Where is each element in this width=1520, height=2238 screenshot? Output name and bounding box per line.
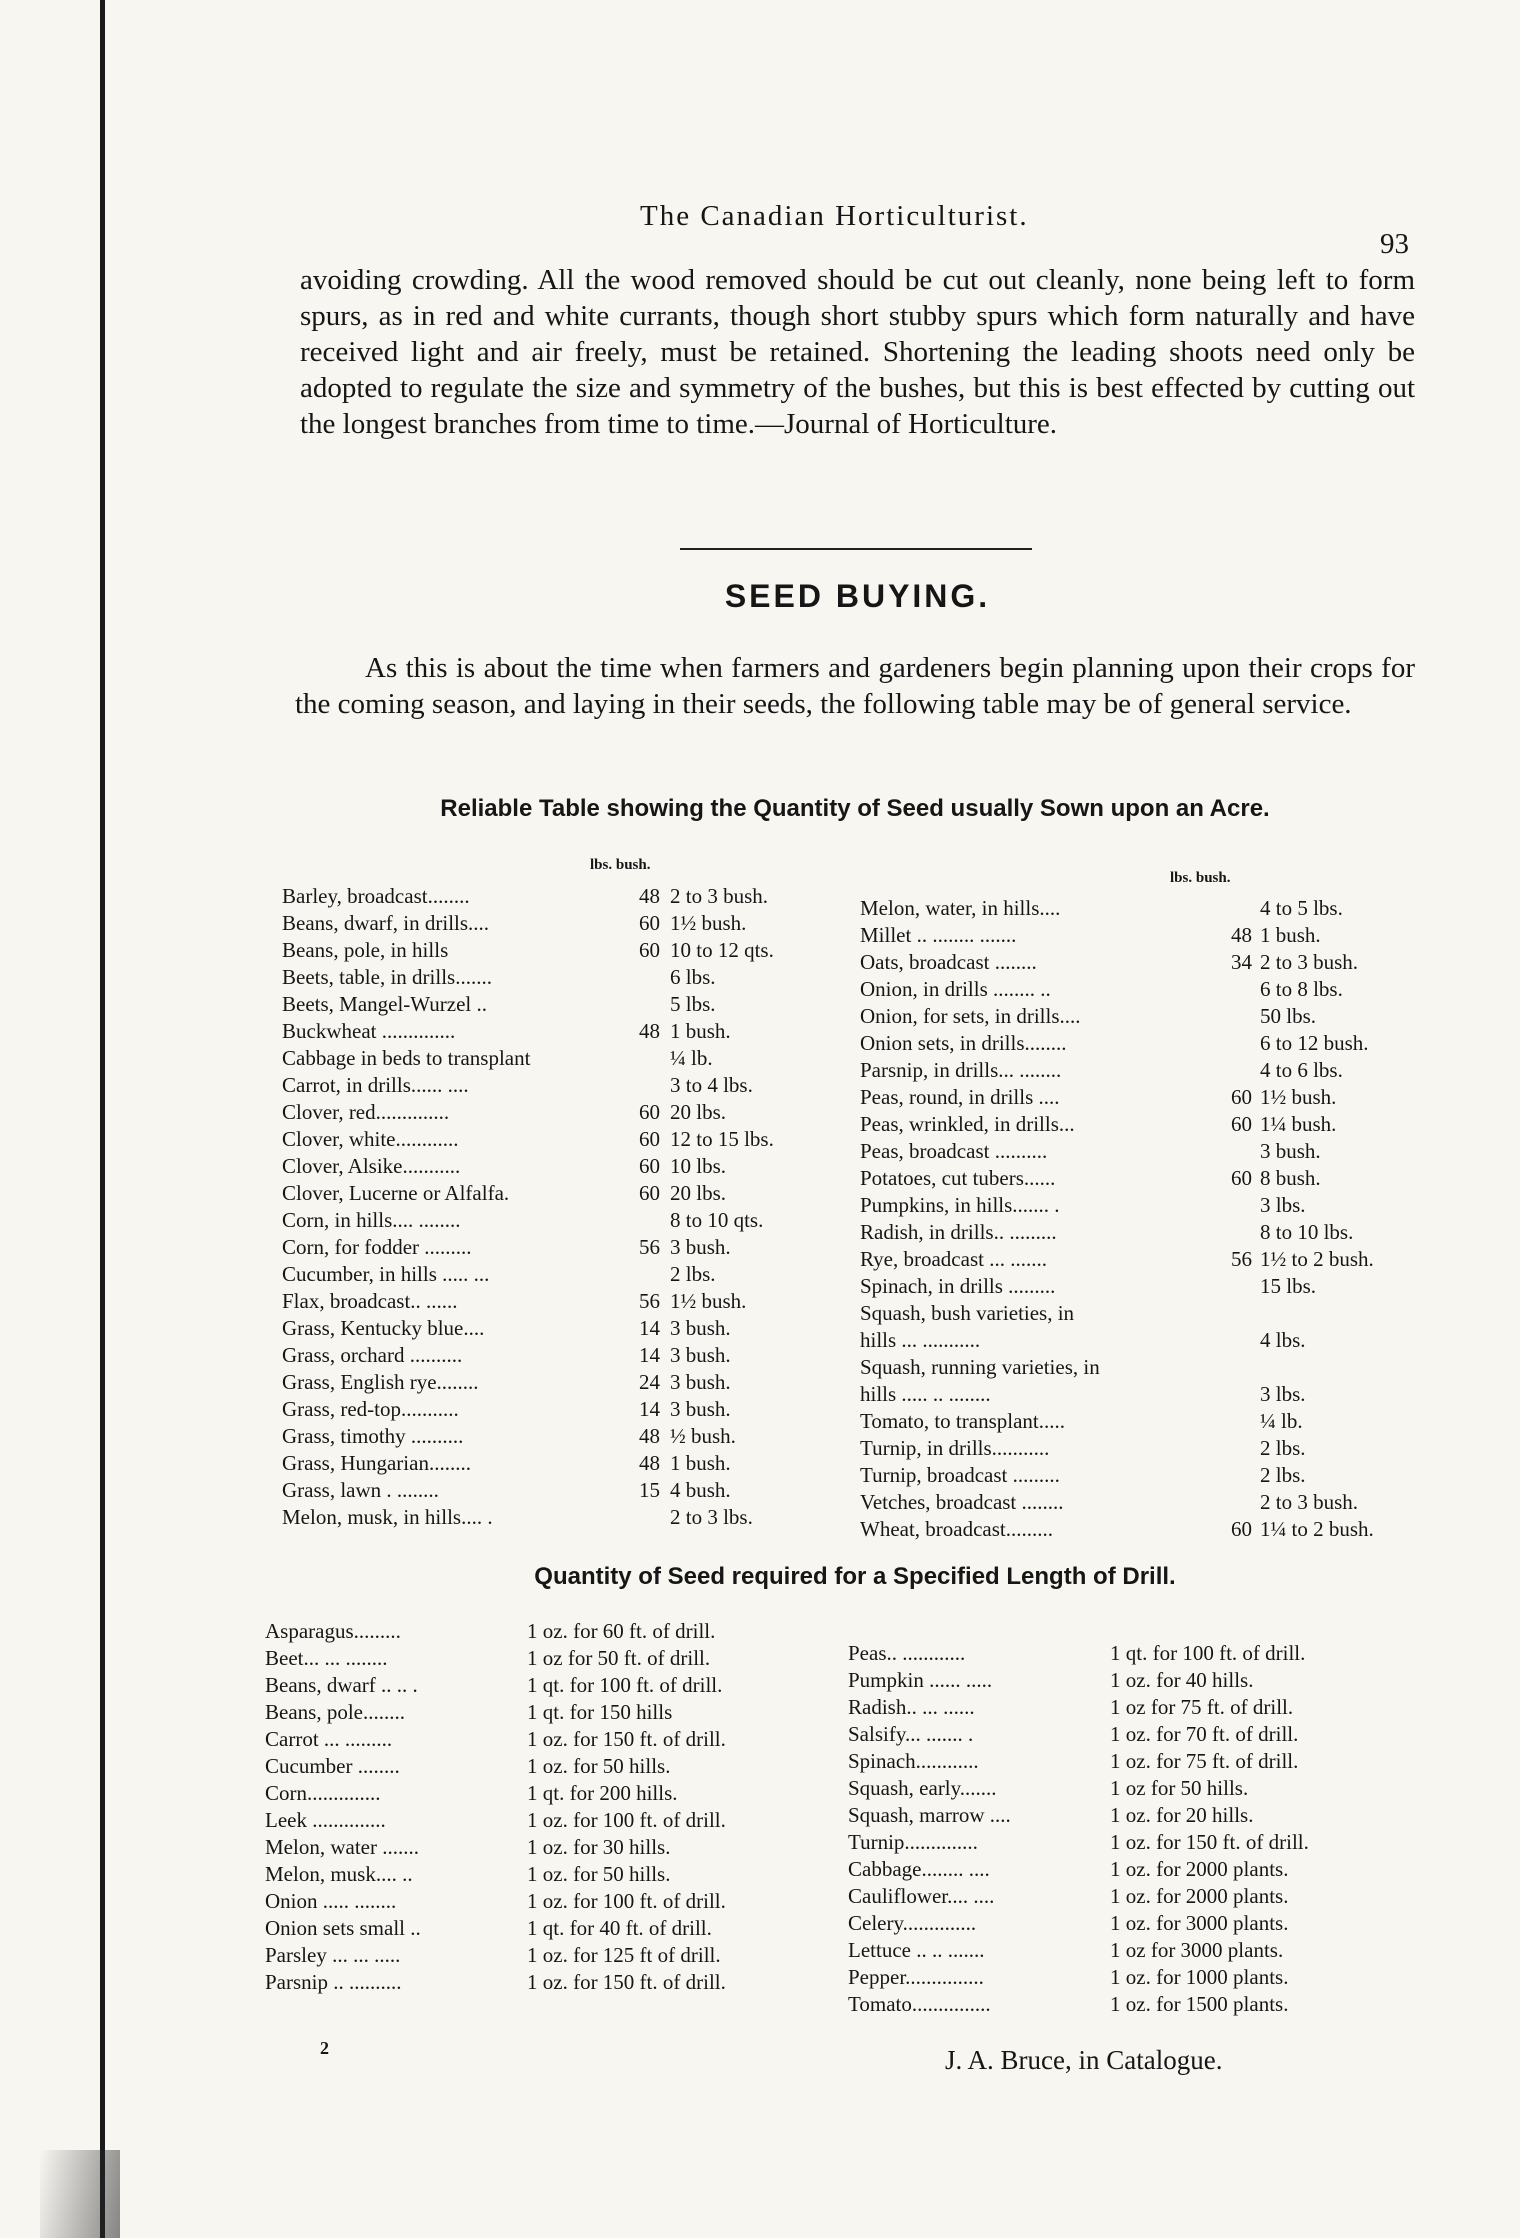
weight-per-bushel: 48 [639,884,660,908]
seed-quantity: 1 qt. for 40 ft. of drill. [527,1916,712,1940]
seed-quantity: 1¼ bush. [1260,1112,1337,1136]
seed-name: Turnip.............. [848,1830,978,1854]
seed-quantity: 4 lbs. [1260,1328,1306,1352]
seed-name: Beet... ... ........ [265,1646,388,1670]
table-row [282,1504,842,1531]
seed-name: Grass, Kentucky blue.... [282,1316,485,1340]
table-row [848,1856,1428,1883]
seed-name: Melon, water ....... [265,1835,419,1859]
table-row [848,1937,1428,1964]
seed-name: Parsley ... ... ..... [265,1943,401,1967]
seed-name: Onion ..... ........ [265,1889,397,1913]
acre-table-left-column [282,883,842,1531]
article-paragraph: As this is about the time when farmers and gardeners begin planning upon their crops for the coming season, and laying in their seeds, the following table may be of general service. [295,652,1415,720]
table-row [860,1138,1430,1165]
seed-name: Pumpkins, in hills....... . [860,1193,1060,1217]
seed-quantity: 12 to 15 lbs. [670,1127,774,1151]
table-row [860,1327,1430,1354]
weight-per-bushel: 14 [639,1397,660,1421]
seed-name: Grass, timothy .......... [282,1424,464,1448]
seed-quantity: 1½ bush. [670,911,747,935]
table-row [282,991,842,1018]
table-row [860,976,1430,1003]
table-row [282,1450,842,1477]
seed-name: hills ... ........... [860,1328,981,1352]
table-row [282,1261,842,1288]
seed-name: Corn.............. [265,1781,381,1805]
weight-per-bushel: 15 [639,1478,660,1502]
seed-quantity: 2 lbs. [1260,1436,1306,1460]
table-row [848,1640,1428,1667]
seed-quantity: 8 to 10 qts. [670,1208,764,1232]
seed-name: Celery.............. [848,1911,977,1935]
table-row [282,1072,842,1099]
seed-name: Squash, running varieties, in [860,1355,1100,1379]
table-row [860,1435,1430,1462]
seed-name: Beans, dwarf, in drills.... [282,911,490,935]
seed-quantity: 1 oz. for 100 ft. of drill. [527,1808,726,1832]
seed-name: Potatoes, cut tubers...... [860,1166,1056,1190]
seed-quantity: 1 oz. for 100 ft. of drill. [527,1889,726,1913]
seed-name: Melon, musk, in hills.... . [282,1505,493,1529]
seed-name: Leek .............. [265,1808,386,1832]
seed-quantity: 2 to 3 lbs. [670,1505,753,1529]
seed-name: Turnip, broadcast ......... [860,1463,1060,1487]
seed-quantity: ¼ lb. [670,1046,713,1070]
seed-name: Radish.. ... ...... [848,1695,975,1719]
table-row [860,1111,1430,1138]
table-row [282,1018,842,1045]
weight-per-bushel: 60 [639,1127,660,1151]
seed-quantity: 1 oz. for 3000 plants. [1110,1911,1289,1935]
seed-quantity: 6 to 8 lbs. [1260,977,1343,1001]
seed-quantity: 1 qt. for 200 hills. [527,1781,678,1805]
weight-per-bushel: 60 [639,938,660,962]
seed-name: Melon, water, in hills.... [860,896,1061,920]
weight-per-bushel: 48 [639,1424,660,1448]
seed-name: Squash, bush varieties, in [860,1301,1075,1325]
seed-name: Onion sets small .. [265,1916,421,1940]
seed-name: Cucumber ........ [265,1754,400,1778]
table-row [848,1910,1428,1937]
running-title: The Canadian Horticulturist. [640,200,1029,232]
seed-quantity: 6 lbs. [670,965,716,989]
table-row [860,1354,1430,1381]
table-row [265,1780,825,1807]
seed-quantity: 1 oz. for 60 ft. of drill. [527,1619,716,1643]
seed-name: Onion sets, in drills........ [860,1031,1067,1055]
table-row [860,1003,1430,1030]
seed-quantity: 4 bush. [670,1478,731,1502]
seed-quantity: 1 oz. for 1000 plants. [1110,1965,1289,1989]
drill-table-title: Quantity of Seed required for a Specified Length of Drill. [534,1563,1176,1590]
seed-name: Beets, table, in drills....... [282,965,492,989]
weight-per-bushel: 60 [639,911,660,935]
weight-per-bushel: 48 [1231,923,1252,947]
seed-name: Spinach, in drills ......... [860,1274,1056,1298]
seed-quantity: 1 oz for 50 ft. of drill. [527,1646,711,1670]
seed-name: Carrot, in drills...... .... [282,1073,469,1097]
seed-quantity: 2 to 3 bush. [1260,1490,1359,1514]
seed-name: hills ..... .. ........ [860,1382,991,1406]
seed-name: Peas.. ............ [848,1641,966,1665]
seed-name: Tomato, to transplant..... [860,1409,1065,1433]
seed-name: Onion, for sets, in drills.... [860,1004,1081,1028]
seed-quantity: 3 bush. [1260,1139,1321,1163]
seed-quantity: 1 qt. for 100 ft. of drill. [527,1673,723,1697]
seed-name: Buckwheat .............. [282,1019,456,1043]
seed-quantity: 1 qt. for 150 hills [527,1700,673,1724]
weight-per-bushel: 14 [639,1343,660,1367]
seed-name: Parsnip .. .......... [265,1970,402,1994]
seed-quantity: 1 oz. for 50 hills. [527,1754,671,1778]
seed-name: Cucumber, in hills ..... ... [282,1262,490,1286]
table-row [282,1045,842,1072]
table-row [282,964,842,991]
table-row [282,1234,842,1261]
table-row [860,1084,1430,1111]
seed-quantity: 1 oz. for 150 ft. of drill. [527,1970,726,1994]
weight-per-bushel: 34 [1231,950,1252,974]
table-row [265,1834,825,1861]
weight-per-bushel: 60 [639,1100,660,1124]
seed-quantity: 3 lbs. [1260,1382,1306,1406]
seed-name: Squash, marrow .... [848,1803,1011,1827]
seed-name: Radish, in drills.. ......... [860,1220,1057,1244]
acre-table-title: Reliable Table showing the Quantity of Seed usually Sown upon an Acre. [440,795,1270,822]
seed-quantity: 10 to 12 qts. [670,938,774,962]
page-number: 93 [1380,228,1409,260]
weight-per-bushel: 24 [639,1370,660,1394]
seed-quantity: 2 lbs. [1260,1463,1306,1487]
table-row [282,1099,842,1126]
seed-quantity: 4 to 6 lbs. [1260,1058,1343,1082]
drill-table-right-column [848,1640,1428,2018]
table-row [265,1942,825,1969]
carried-over-paragraph: avoiding crowding. All the wood removed should be cut out cleanly, none being left to form spurs, as in red and white currants, though short stubby spurs which form naturally and have received light and air freely, must be retained. Shortening the leading shoots need only be adopted to regulate the size and symmetry of the bushes, but this is best effected by cutting out the longest branches from time to time.—Journal of Horticulture. [300,264,1415,440]
seed-name: Spinach............ [848,1749,979,1773]
seed-name: Grass, orchard .......... [282,1343,463,1367]
seed-name: Beets, Mangel-Wurzel .. [282,992,487,1016]
seed-quantity: 1 oz. for 1500 plants. [1110,1992,1289,2016]
table-row [860,1489,1430,1516]
seed-name: Pepper............... [848,1965,984,1989]
table-row [265,1618,825,1645]
seed-name: Corn, for fodder ......... [282,1235,472,1259]
seed-quantity: 1 oz. for 50 hills. [527,1862,671,1886]
table-row [265,1726,825,1753]
table-row [265,1915,825,1942]
seed-name: Vetches, broadcast ........ [860,1490,1064,1514]
table-row [860,1462,1430,1489]
seed-quantity: 1 bush. [670,1019,731,1043]
seed-quantity: 20 lbs. [670,1100,727,1124]
table-row [282,1315,842,1342]
seed-name: Clover, white............ [282,1127,459,1151]
table-row [860,949,1430,976]
weight-per-bushel: 14 [639,1316,660,1340]
weight-per-bushel: 60 [1231,1517,1252,1541]
seed-name: Carrot ... ......... [265,1727,393,1751]
seed-name: Cabbage in beds to transplant [282,1046,531,1070]
table-row [848,1775,1428,1802]
seed-name: Grass, English rye........ [282,1370,479,1394]
seed-name: Grass, Hungarian........ [282,1451,471,1475]
acre-table-right-column [860,895,1430,1543]
seed-quantity: 3 lbs. [1260,1193,1306,1217]
table-row [860,1408,1430,1435]
table-row [848,1748,1428,1775]
seed-name: Peas, wrinkled, in drills... [860,1112,1075,1136]
table-row [848,1802,1428,1829]
table-row [282,1207,842,1234]
table-row [848,1883,1428,1910]
table-row [282,1126,842,1153]
seed-quantity: 1½ bush. [670,1289,747,1313]
seed-quantity: 1 oz. for 150 ft. of drill. [527,1727,726,1751]
seed-quantity: 5 lbs. [670,992,716,1016]
table-row [860,1192,1430,1219]
weight-per-bushel: 48 [639,1019,660,1043]
seed-quantity: 1 bush. [670,1451,731,1475]
seed-name: Beans, dwarf .. .. . [265,1673,418,1697]
table-row [860,922,1430,949]
seed-name: Flax, broadcast.. ...... [282,1289,458,1313]
table-row [282,1423,842,1450]
seed-quantity: 1 oz. for 30 hills. [527,1835,671,1859]
seed-quantity: 6 to 12 bush. [1260,1031,1369,1055]
seed-name: Clover, red.............. [282,1100,450,1124]
weight-per-bushel: 60 [639,1181,660,1205]
seed-quantity: 50 lbs. [1260,1004,1317,1028]
seed-name: Lettuce .. .. ....... [848,1938,985,1962]
seed-name: Tomato............... [848,1992,991,2016]
seed-name: Millet .. ........ ....... [860,923,1017,947]
table-row [848,1667,1428,1694]
table-row [265,1888,825,1915]
section-divider [680,548,1032,550]
table-row [860,1165,1430,1192]
article-title: SEED BUYING. [724,578,991,614]
table-row [860,1381,1430,1408]
seed-name: Cabbage........ .... [848,1857,990,1881]
table-row [860,1246,1430,1273]
seed-name: Beans, pole, in hills [282,938,449,962]
seed-quantity: 2 lbs. [670,1262,716,1286]
table-row [265,1699,825,1726]
drill-table-left-column [265,1618,825,1996]
seed-name: Squash, early....... [848,1776,997,1800]
seed-name: Salsify... ....... . [848,1722,974,1746]
seed-quantity: ¼ lb. [1260,1409,1303,1433]
table-row [282,1369,842,1396]
table-row [282,883,842,910]
seed-quantity: 8 bush. [1260,1166,1321,1190]
table-row [265,1861,825,1888]
seed-name: Clover, Lucerne or Alfalfa. [282,1181,510,1205]
seed-quantity: 3 bush. [670,1235,731,1259]
seed-quantity: 1 oz for 75 ft. of drill. [1110,1695,1294,1719]
table-row [848,1991,1428,2018]
seed-quantity: 1 oz. for 2000 plants. [1110,1857,1289,1881]
seed-name: Clover, Alsike........... [282,1154,461,1178]
seed-quantity: 3 bush. [670,1343,731,1367]
seed-name: Peas, round, in drills .... [860,1085,1060,1109]
weight-per-bushel: 60 [1231,1166,1252,1190]
seed-quantity: 1 oz. for 150 ft. of drill. [1110,1830,1309,1854]
seed-quantity: 15 lbs. [1260,1274,1317,1298]
seed-name: Onion, in drills ........ .. [860,977,1051,1001]
seed-quantity: 1 bush. [1260,923,1321,947]
seed-quantity: 1 oz. for 20 hills. [1110,1803,1254,1827]
weight-per-bushel: 56 [1231,1247,1252,1271]
seed-quantity: 1 oz. for 70 ft. of drill. [1110,1722,1299,1746]
seed-name: Melon, musk.... .. [265,1862,413,1886]
table-row [282,937,842,964]
acre-table-right-col-header: lbs. bush. [1170,870,1231,886]
seed-quantity: 3 bush. [670,1370,731,1394]
seed-quantity: 20 lbs. [670,1181,727,1205]
table-row [848,1721,1428,1748]
seed-name: Cauliflower.... .... [848,1884,995,1908]
weight-per-bushel: 60 [639,1154,660,1178]
signature: J. A. Bruce, in Catalogue. [945,2045,1223,2075]
table-row [848,1829,1428,1856]
seed-name: Rye, broadcast ... ....... [860,1247,1047,1271]
seed-quantity: 2 to 3 bush. [670,884,769,908]
seed-name: Grass, lawn . ........ [282,1478,439,1502]
seed-name: Barley, broadcast........ [282,884,470,908]
seed-quantity: 1 oz. for 75 ft. of drill. [1110,1749,1299,1773]
seed-name: Grass, red-top........... [282,1397,459,1421]
seed-quantity: 1 oz. for 125 ft of drill. [527,1943,721,1967]
table-row [860,895,1430,922]
weight-per-bushel: 56 [639,1289,660,1313]
weight-per-bushel: 60 [1231,1112,1252,1136]
table-row [848,1694,1428,1721]
table-row [860,1516,1430,1543]
table-row [860,1057,1430,1084]
seed-quantity: 3 bush. [670,1316,731,1340]
table-row [860,1300,1430,1327]
table-row [282,1396,842,1423]
seed-quantity: 2 to 3 bush. [1260,950,1359,974]
seed-name: Oats, broadcast ........ [860,950,1037,974]
table-row [265,1969,825,1996]
seed-name: Pumpkin ...... ..... [848,1668,993,1692]
weight-per-bushel: 56 [639,1235,660,1259]
seed-name: Peas, broadcast .......... [860,1139,1048,1163]
seed-quantity: 1 oz for 3000 plants. [1110,1938,1284,1962]
table-row [265,1645,825,1672]
seed-quantity: 1½ to 2 bush. [1260,1247,1374,1271]
seed-name: Turnip, in drills........... [860,1436,1050,1460]
page-binding-shadow [40,2150,120,2238]
seed-name: Corn, in hills.... ........ [282,1208,461,1232]
seed-quantity: 3 to 4 lbs. [670,1073,753,1097]
seed-quantity: 1 oz. for 2000 plants. [1110,1884,1289,1908]
signature-mark: 2 [320,2038,329,2058]
table-row [265,1672,825,1699]
table-row [265,1807,825,1834]
weight-per-bushel: 60 [1231,1085,1252,1109]
seed-quantity: 1¼ to 2 bush. [1260,1517,1374,1541]
table-row [860,1273,1430,1300]
seed-quantity: 4 to 5 lbs. [1260,896,1343,920]
seed-quantity: 1 qt. for 100 ft. of drill. [1110,1641,1306,1665]
table-row [282,1180,842,1207]
seed-quantity: ½ bush. [670,1424,736,1448]
table-row [282,1342,842,1369]
table-row [860,1219,1430,1246]
table-row [282,1477,842,1504]
seed-quantity: 10 lbs. [670,1154,727,1178]
table-row [282,1153,842,1180]
table-row [265,1753,825,1780]
table-row [282,910,842,937]
page-binding-edge [100,0,105,2238]
seed-quantity: 1½ bush. [1260,1085,1337,1109]
seed-name: Wheat, broadcast......... [860,1517,1054,1541]
seed-quantity: 3 bush. [670,1397,731,1421]
acre-table-left-col-header: lbs. bush. [590,857,651,873]
seed-name: Beans, pole........ [265,1700,405,1724]
table-row [860,1030,1430,1057]
table-row [848,1964,1428,1991]
seed-name: Asparagus......... [265,1619,401,1643]
seed-quantity: 1 oz. for 40 hills. [1110,1668,1254,1692]
seed-name: Parsnip, in drills... ........ [860,1058,1062,1082]
table-row [282,1288,842,1315]
seed-quantity: 8 to 10 lbs. [1260,1220,1354,1244]
weight-per-bushel: 48 [639,1451,660,1475]
seed-quantity: 1 oz for 50 hills. [1110,1776,1249,1800]
